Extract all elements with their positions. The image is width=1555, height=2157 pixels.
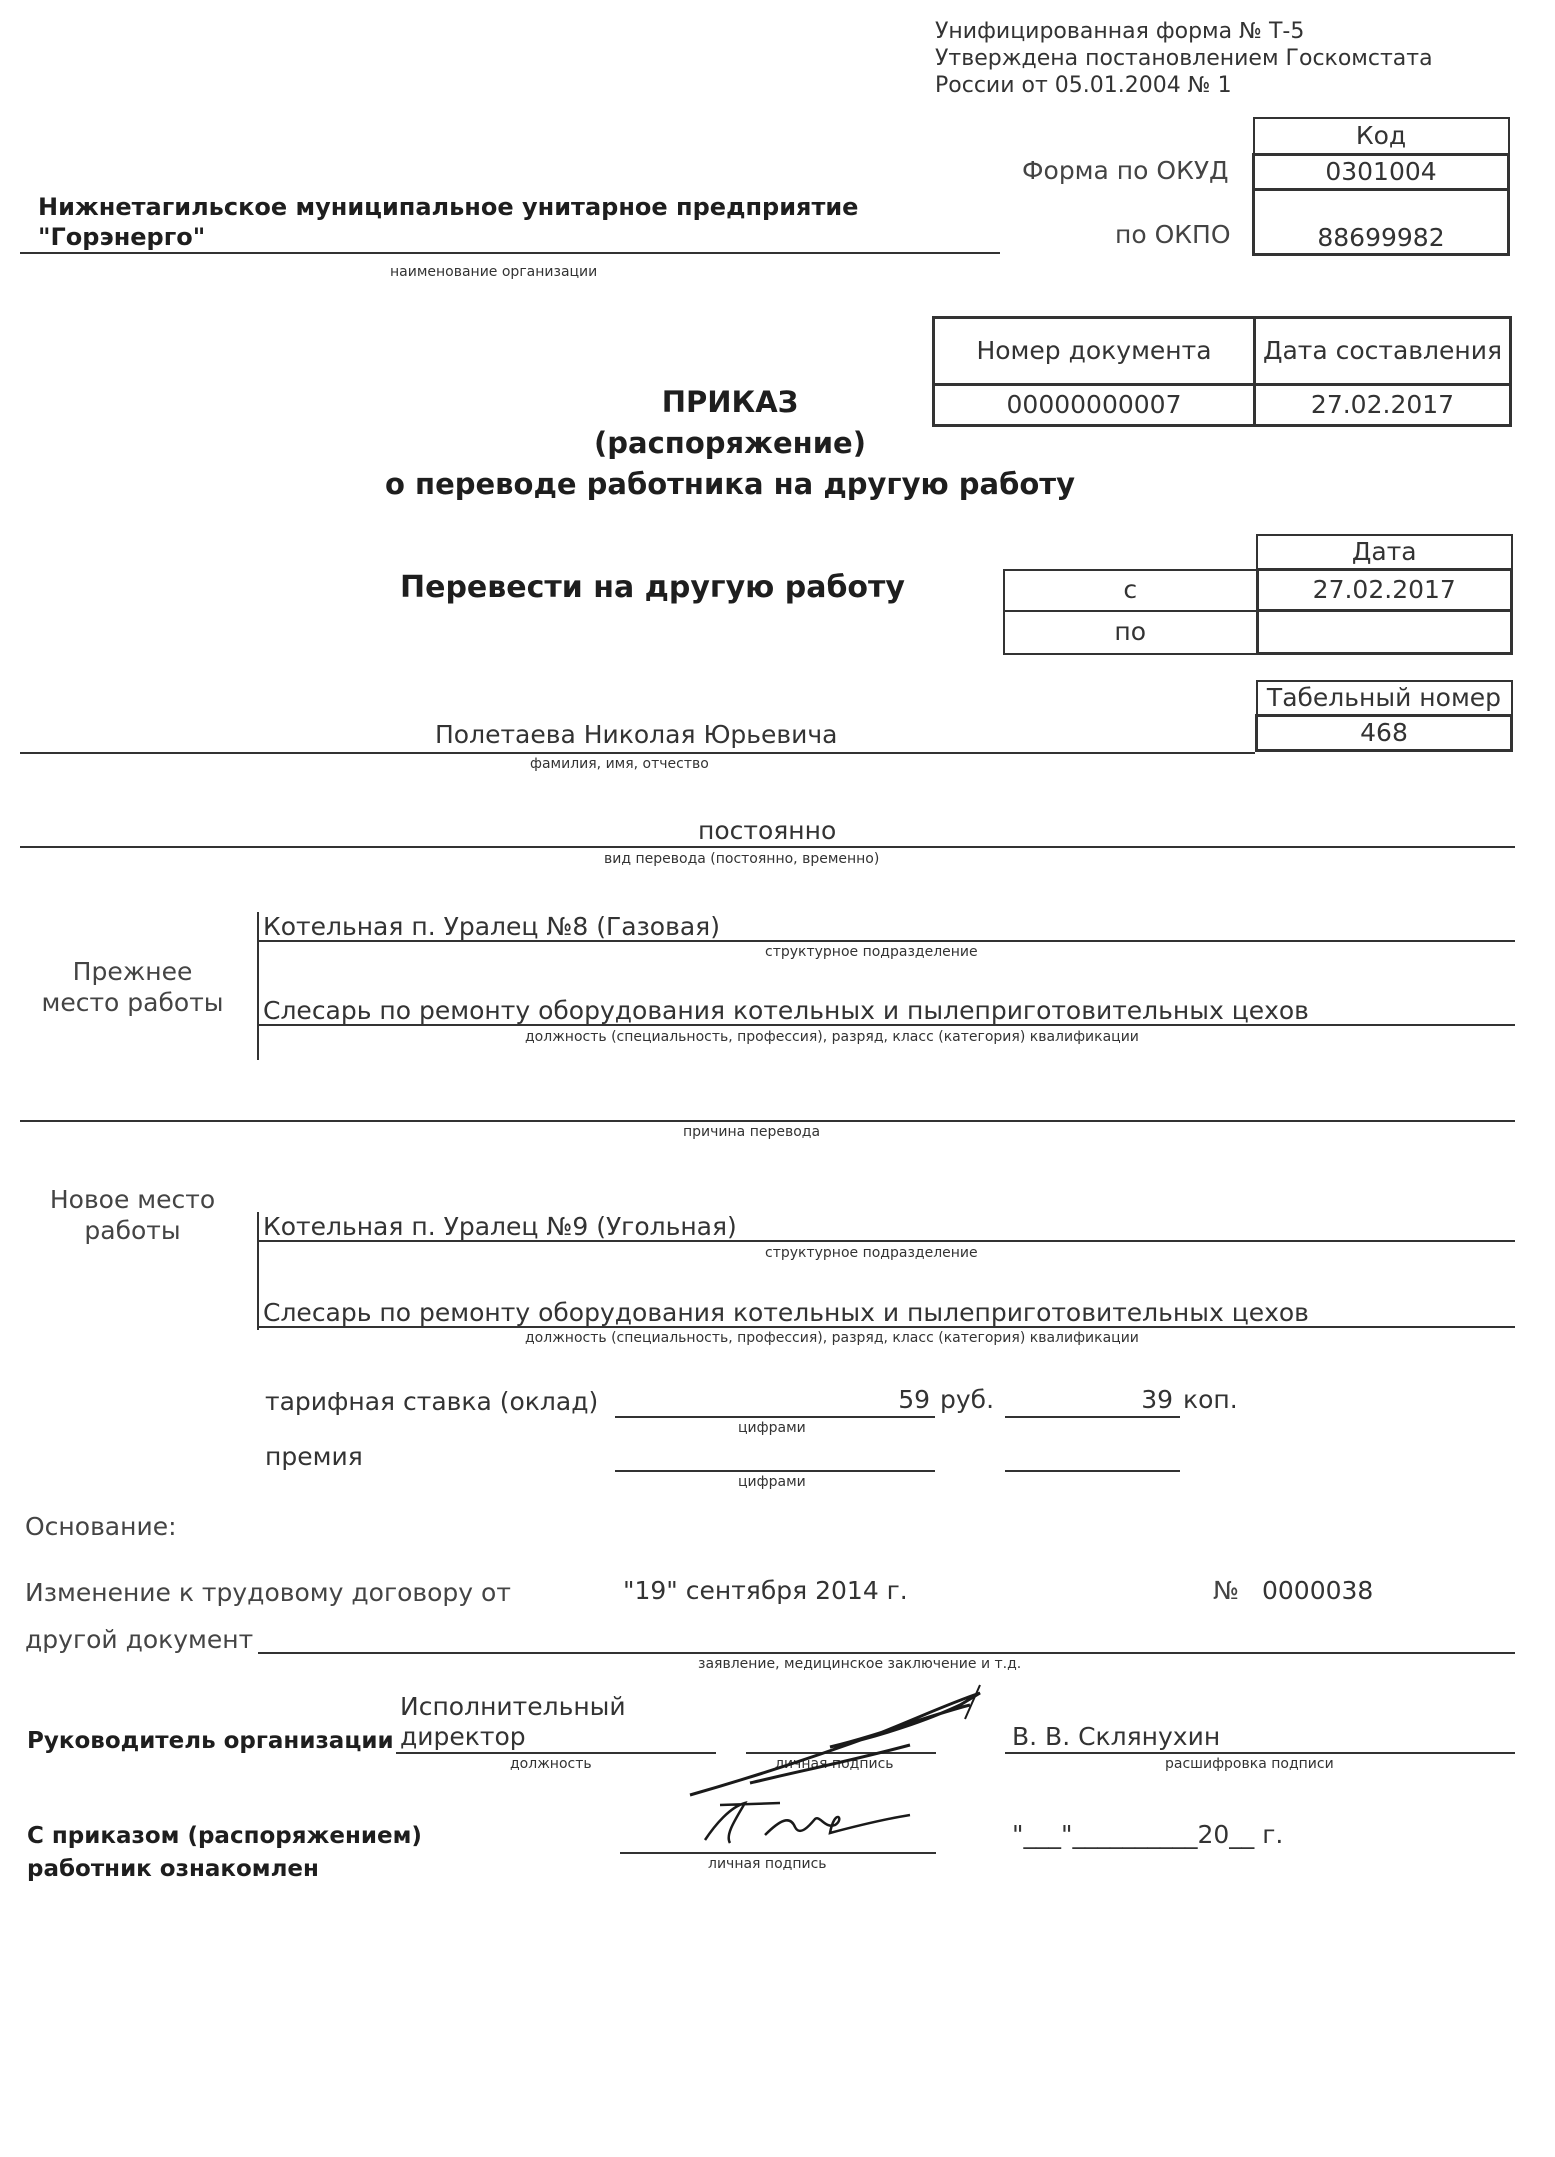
ack-sign-caption: личная подпись bbox=[708, 1856, 827, 1872]
basis-doc-date: "19" сентября 2014 г. bbox=[623, 1576, 908, 1605]
organization-name bbox=[38, 192, 858, 252]
previous-department: Котельная п. Уралец №8 (Газовая) bbox=[263, 912, 720, 941]
order-title-line1: ПРИКАЗ bbox=[661, 385, 799, 419]
basis-other-label: другой документ bbox=[25, 1625, 254, 1654]
transfer-date-header: Дата bbox=[1257, 535, 1512, 570]
transfer-to-value bbox=[1257, 611, 1512, 654]
tariff-rub-label: руб. bbox=[940, 1385, 995, 1414]
basis-num-label: № bbox=[1213, 1576, 1240, 1605]
employee-fio-underline bbox=[20, 752, 1255, 754]
employee-signature-icon bbox=[685, 1785, 915, 1855]
employee-fio: Полетаева Николая Юрьевича bbox=[435, 720, 838, 749]
head-label: Руководитель организации bbox=[27, 1728, 394, 1754]
codes-table bbox=[1252, 117, 1510, 256]
new-position-caption: должность (специальность, профессия), разряд, класс (категория) квалификации bbox=[525, 1330, 1139, 1346]
tab-number-header: Табельный номер bbox=[1257, 681, 1512, 716]
basis-label: Основание: bbox=[25, 1512, 177, 1541]
transfer-kind-value: постоянно bbox=[698, 816, 837, 845]
doc-date-header: Дата составления bbox=[1255, 318, 1511, 385]
organization-name-line2: "Горэнерго" bbox=[38, 223, 206, 251]
reason-underline bbox=[20, 1120, 1515, 1122]
form-header-line1: Унифицированная форма № Т-5 bbox=[935, 19, 1305, 44]
ack-label bbox=[27, 1820, 422, 1886]
previous-department-underline bbox=[257, 940, 1515, 942]
codes-col-header: Код bbox=[1254, 118, 1509, 155]
tariff-kop-value: 39 bbox=[1141, 1385, 1173, 1414]
okpo-value: 88699982 bbox=[1254, 190, 1509, 255]
previous-bracket bbox=[257, 912, 259, 1060]
previous-position-caption: должность (специальность, профессия), разряд, класс (категория) квалификации bbox=[525, 1029, 1139, 1045]
new-department: Котельная п. Уралец №9 (Угольная) bbox=[263, 1212, 737, 1241]
bonus-kop-underline bbox=[1005, 1470, 1180, 1472]
tariff-label: тарифная ставка (оклад) bbox=[265, 1387, 599, 1416]
previous-label: Прежнее место работы bbox=[41, 957, 224, 1017]
doc-number-header: Номер документа bbox=[934, 318, 1255, 385]
transfer-kind-underline bbox=[20, 846, 1515, 848]
basis-doc-text: Изменение к трудовому договору от bbox=[25, 1578, 511, 1607]
head-position-line1: Исполнительный bbox=[400, 1692, 626, 1721]
ack-label-line2: работник ознакомлен bbox=[27, 1856, 319, 1882]
tariff-rub-underline bbox=[615, 1416, 935, 1418]
tab-number-value: 468 bbox=[1257, 716, 1512, 751]
okud-value: 0301004 bbox=[1254, 155, 1509, 190]
transfer-from-value: 27.02.2017 bbox=[1257, 570, 1512, 611]
transfer-kind-caption: вид перевода (постоянно, временно) bbox=[604, 851, 880, 867]
transfer-dates-table bbox=[1003, 534, 1513, 655]
previous-position: Слесарь по ремонту оборудования котельных и пылеприготовительных цехов bbox=[263, 996, 1309, 1025]
head-decoded-caption: расшифровка подписи bbox=[1165, 1756, 1334, 1772]
organization-caption: наименование организации bbox=[390, 264, 598, 280]
basis-other-caption: заявление, медицинское заключение и т.д. bbox=[698, 1656, 1022, 1672]
doc-date-value: 27.02.2017 bbox=[1255, 385, 1511, 426]
order-title-line2: (распоряжение) bbox=[594, 426, 866, 460]
doc-number-value: 00000000007 bbox=[934, 385, 1255, 426]
bonus-label: премия bbox=[265, 1442, 363, 1471]
reason-caption: причина перевода bbox=[683, 1124, 821, 1140]
tariff-digits-caption: цифрами bbox=[738, 1420, 806, 1436]
new-bracket bbox=[257, 1212, 259, 1330]
new-position-underline bbox=[257, 1326, 1515, 1328]
employee-fio-caption: фамилия, имя, отчество bbox=[530, 756, 709, 772]
ack-date: "___"__________20__ г. bbox=[1012, 1820, 1284, 1849]
basis-other-underline bbox=[258, 1652, 1515, 1654]
head-decoded-name: В. В. Склянухин bbox=[1012, 1722, 1221, 1751]
bonus-digits-caption: цифрами bbox=[738, 1474, 806, 1490]
transfer-heading: Перевести на другую работу bbox=[400, 570, 905, 605]
organization-name-line1: Нижнетагильское муниципальное унитарное предприятие bbox=[38, 193, 859, 221]
tariff-kop-label: коп. bbox=[1183, 1385, 1238, 1414]
tab-number-table bbox=[1255, 680, 1513, 752]
new-label: Новое место работы bbox=[49, 1185, 216, 1245]
ack-label-line1: С приказом (распоряжением) bbox=[27, 1823, 422, 1849]
previous-department-caption: структурное подразделение bbox=[765, 944, 978, 960]
tariff-rub-value: 59 bbox=[898, 1385, 930, 1414]
previous-position-underline bbox=[257, 1024, 1515, 1026]
form-header-line2: Утверждена постановлением Госкомстата bbox=[935, 46, 1433, 71]
head-position-line2: директор bbox=[400, 1722, 526, 1751]
head-sign-caption: личная подпись bbox=[775, 1756, 894, 1772]
form-header-line3: России от 05.01.2004 № 1 bbox=[935, 73, 1232, 98]
head-position-caption: должность bbox=[510, 1756, 592, 1772]
new-department-underline bbox=[257, 1240, 1515, 1242]
order-title bbox=[280, 382, 1180, 505]
bonus-rub-underline bbox=[615, 1470, 935, 1472]
organization-underline bbox=[20, 252, 1000, 254]
new-department-caption: структурное подразделение bbox=[765, 1245, 978, 1261]
new-position: Слесарь по ремонту оборудования котельных и пылеприготовительных цехов bbox=[263, 1298, 1309, 1327]
order-title-line3: о переводе работника на другую работу bbox=[385, 467, 1075, 501]
transfer-to-label: по bbox=[1004, 611, 1257, 654]
ack-sign-underline bbox=[620, 1852, 936, 1854]
transfer-from-label: с bbox=[1004, 570, 1257, 611]
okpo-label: по ОКПО bbox=[1115, 220, 1231, 249]
head-decoded-underline bbox=[1005, 1752, 1515, 1754]
basis-num-value: 0000038 bbox=[1262, 1576, 1374, 1605]
head-position-underline bbox=[396, 1752, 716, 1754]
tariff-kop-underline bbox=[1005, 1416, 1180, 1418]
form-header bbox=[935, 18, 1433, 99]
okud-label: Форма по ОКУД bbox=[1022, 156, 1229, 185]
